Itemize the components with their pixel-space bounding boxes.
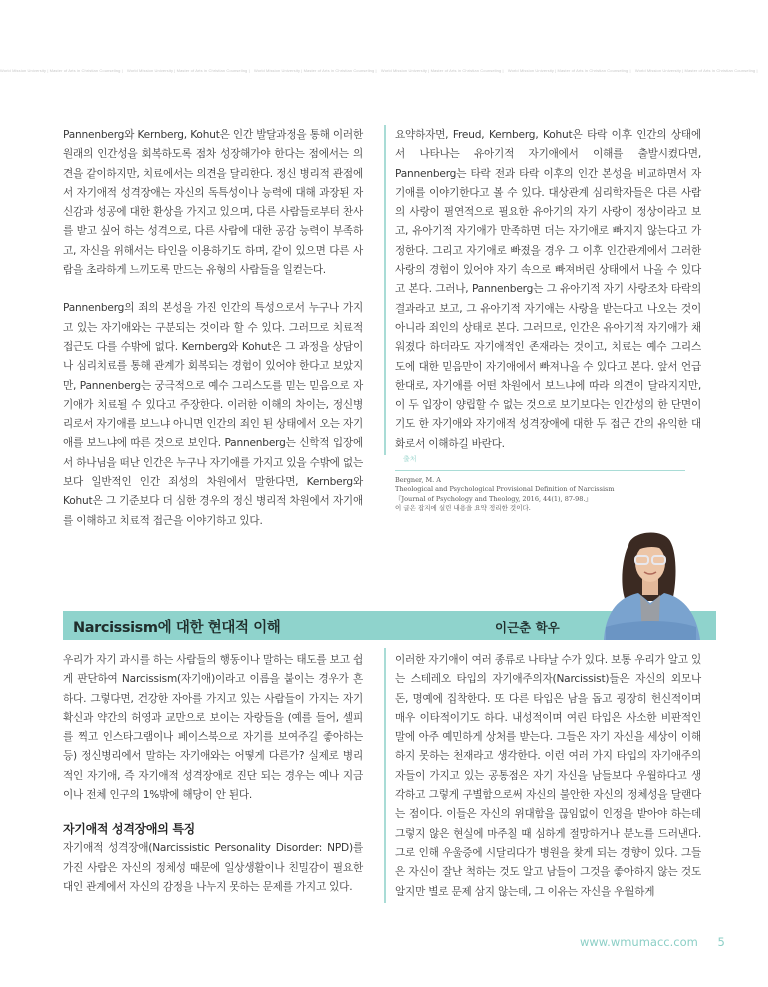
source-label: 출처 [403, 455, 417, 463]
column-divider [384, 125, 386, 455]
section-title: Narcissism에 대한 현대적 이해 [73, 620, 281, 636]
source-note: 이 글은 잡지에 실린 내용을 요약 정리한 것이다. [395, 503, 531, 512]
source-journal: 『Journal of Psychology and Theology, 2016, 44(1), 87-98.』 [395, 494, 592, 503]
author-name: 이근춘 학우 [495, 620, 560, 635]
article2-left-column [63, 651, 363, 897]
source-citation [395, 452, 685, 513]
running-header-item: World Mission University | Master of Arts in Christian Counseling | [507, 68, 631, 73]
author-photo [592, 527, 710, 640]
paragraph: 이러한 자기애이 여러 종류로 나타날 수가 있다. 보통 우리가 알고 있는 스테레오 타입의 자기애주의자(Narcissist)들은 자신의 외모나 돈, 명예에 집착한다. 또 다른 타입은 남을 돕고 굉장히 헌신적이며 매우 이타적이기도 하다. 내성적이며 여린 타입은 사소한 비판적인 말에 아주 예민하게 상처를 받는다. 그들은 자기 자신을 세상이 이해하지 못하는 천재라고 생각한다. 이런 여러 가지 타입의 자기애주의자들이 가지고 있는 공통점은 자기 자신을 남들보다 우월하다고 생각하고 그렇게 구별함으로써 자신의 불안한 자신의 정체성을 달랜다는 점이다. 이들은 자신의 위대함을 끊임없이 인정을 받아야 하는데 그렇지 않은 현실에 마주칠 때 심하게 절망하거나 분노를 드러낸다. 그로 인해 우울증에 시달리다가 병원을 찾게 되는 경향이 있다. 그들은 자신이 잘난 척하는 것도 알고 남들이 그것을 좋아하지 않는 것도 알지만 별로 문제 삼지 않는데, 그 이유는 자신을 우월하게 [395, 654, 701, 898]
running-header-item: World Mission University | Master of Arts in Christian Counseling | [380, 68, 504, 73]
running-header-item: World Mission University | Master of Arts in Christian Counseling | [253, 68, 377, 73]
paragraph: 요약하자면, Freud, Kernberg, Kohut은 타락 이후 인간의 상태에서 나타나는 유아기적 자기애에서 이해를 출발시켰다면, Pannenberg는 타락 전과 타락 이후의 인간 본성을 비교하면서 자기애를 이야기한다고 볼 수 있다. 대상관계 심리학자들은 다른 사람의 사랑이 필연적으로 필요한 유아기의 자기 사랑이 정상이라고 보고, 유아기적 자기애가 만족하면 더는 자기애로 빠지지 않는다고 가정한다. 그리고 자기애로 빠졌을 경우 그 이후 인간관계에서 그러한 사랑의 경험이 있어야 자기 속으로 빠져버린 상태에서 나올 수 있다고 본다. 그러나, Pannenberg는 그 유아기적 자기 사랑조차 타락의 결과라고 보고, 그 유아기적 자기애는 사랑을 받는다고 나오는 것이 아니라 죄인의 상태로 본다. 그러므로, 인간은 유아기적 자기애가 채워졌다 하더라도 자기애적인 존재라는 것이고, 치료는 예수 그리스도에 대한 믿음만이 자기애에서 빠져나올 수 있다고 본다. 앞서 언급한대로, 자기애를 어떤 차원에서 보느냐에 따라 의견이 달라지지만, 이 두 입장이 양립할 수 없는 것으로 보기보다는 인간성의 한 단면이기도 한 자기애와 자기애적 성격장애에 대한 두 접근 간의 유익한 대화로서 이해하길 바란다. [395, 129, 701, 450]
paragraph: Pannenberg의 죄의 본성을 가진 인간의 특성으로서 누구나 가지고 있는 자기애와는 구분되는 것이라 할 수 있다. 그러므로 치료적 접근도 다를 수밖에 없다. Kernberg와 Kohut은 그 과정을 상담이나 심리치료를 통해 관계가 회복되는 경험이 있어야 한다고 보았지만, Pannenberg는 궁극적으로 예수 그리스도를 믿는 믿음으로 자기애가 치료될 수 있다고 주장한다. 이러한 이해의 차이는, 정신병리로서 자기애를 보느냐 아니면 인간의 죄인 된 상태에서 오는 자기애를 보느냐에 따른 것으로 보인다. Pannenberg는 신학적 입장에서 하나님을 떠난 인간은 누구나 자기애를 가지고 있을 수밖에 없는 보다 일반적인 인간 죄성의 차원에서 말한다면, Kernberg와 Kohut은 그 기준보다 더 심한 경우의 정신 병리적 차원에서 자기애를 이해하고 치료적 접근을 이야기하고 있다. [63, 302, 363, 527]
source-author: Bergner, M. A [395, 476, 441, 484]
article1-right-column [395, 126, 701, 454]
article2-right-column [395, 651, 701, 902]
running-header-item: World Mission University | Master of Arts in Christian Counseling | [634, 68, 758, 73]
paragraph: Pannenberg와 Kernberg, Kohut은 인간 발달과정을 통해 이러한 원래의 인간성을 회복하도록 점차 성장해가야 한다는 점에서는 의견을 같이하지만, 치료에서는 의견을 달리한다. 정신 병리적 관점에서 자기애적 성격장애는 자신의 독특성이나 능력에 대해 과장된 자신감과 성공에 대한 환상을 가지고 있으며, 다른 사람들로부터 찬사를 받고 싶어 하는 성격으로, 다른 사람에 대한 공감 능력이 부족하고, 자신을 위해서는 타인을 이용하기도 하며, 같이 있으면 다른 사람을 초라하게 느끼도록 만드는 유형의 사람들을 일컫는다. [63, 129, 363, 277]
running-header-item: World Mission University | Master of Arts in Christian Counseling | [126, 68, 250, 73]
column-divider [384, 648, 386, 903]
website-link[interactable]: www.wmumacc.com [580, 935, 698, 949]
paragraph: 자기애적 성격장애(Narcissistic Personality Disorder: NPD)를 가진 사람은 자신의 정체성 때문에 일상생활이나 친밀감이 필요한 대인 관계에서 자신의 감정을 나누지 못하는 문제를 가지고 있다. [63, 842, 363, 893]
source-divider [395, 470, 685, 471]
crossed-arms [606, 621, 696, 640]
article1-left-column [63, 126, 363, 531]
subheading: 자기애적 성격장애의 특징 [63, 822, 195, 837]
running-header-item: World Mission University | Master of Arts in Christian Counseling | [0, 68, 123, 73]
running-header [0, 68, 768, 78]
page-number: 5 [717, 935, 725, 949]
page-footer [580, 935, 725, 949]
source-title: Theological and Psychological Provisional Definition of Narcissism [395, 485, 615, 494]
paragraph: 우리가 자기 과시를 하는 사람들의 행동이나 말하는 태도를 보고 쉽게 판단하여 Narcissism(자기애)이라고 이름을 붙이는 경우가 흔하다. 그렇다면, 건강한 자아를 가지고 있는 사람들이 가지는 자기확신과 약간의 허영과 교만으로 보이는 자랑들을 (예를 들어, 셀피를 찍고 인스타그램이나 페이스북으로 자기를 보여주길 좋아하는 등) 정신병리에서 말하는 자기애와는 어떻게 다른가? 실제로 병리적인 자기애, 즉 자기애적 성격장애로 진단 되는 경우는 예나 지금이나 전체 인구의 1%밖에 해당이 안 된다. [63, 654, 363, 802]
